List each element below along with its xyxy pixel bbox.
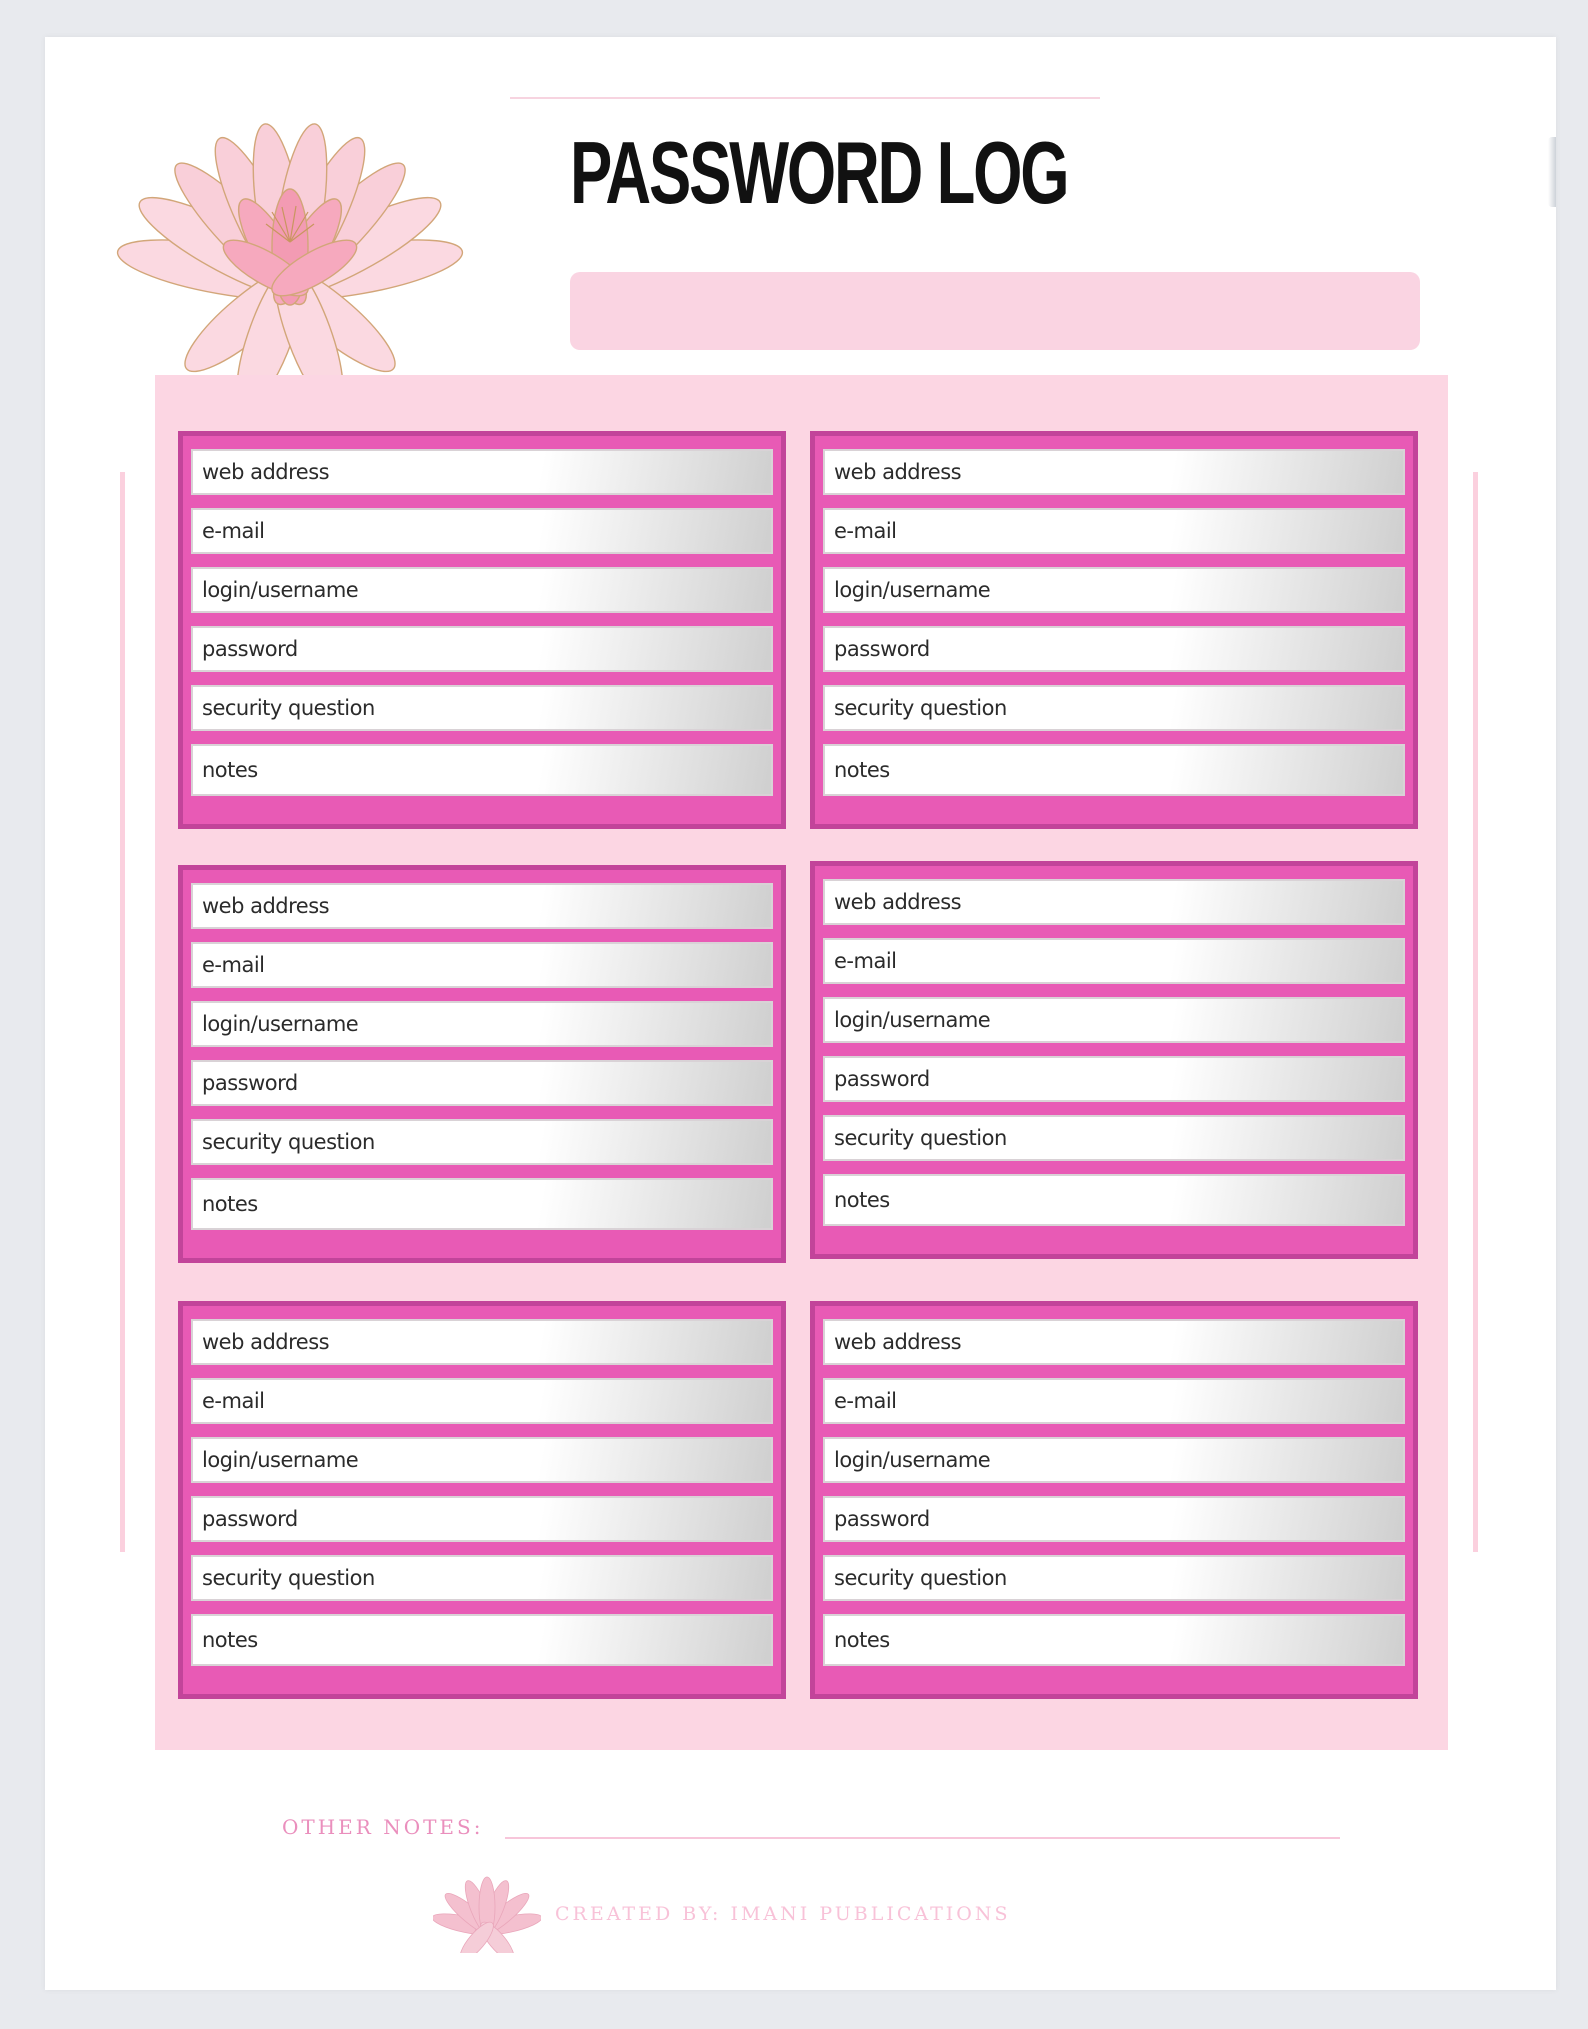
password-entry-card [810, 1301, 1418, 1699]
entry-field-notes[interactable]: notes [823, 1174, 1405, 1226]
footer-credit: CREATED BY: IMANI PUBLICATIONS [555, 1903, 1011, 1925]
entry-field-web-address[interactable]: web address [191, 1319, 773, 1365]
entry-field-notes[interactable]: notes [823, 744, 1405, 796]
entry-field-login-username[interactable]: login/username [823, 567, 1405, 613]
left-decor-line [120, 472, 125, 1552]
entry-field-login-username[interactable]: login/username [823, 997, 1405, 1043]
entry-field-login-username[interactable]: login/username [823, 1437, 1405, 1483]
other-notes-label: OTHER NOTES: [282, 1815, 484, 1839]
entry-field-password[interactable]: password [823, 626, 1405, 672]
entry-field-password[interactable]: password [191, 1060, 773, 1106]
entry-field-e-mail[interactable]: e-mail [191, 1378, 773, 1424]
entry-field-security-question[interactable]: security question [191, 1119, 773, 1165]
entry-field-security-question[interactable]: security question [823, 1555, 1405, 1601]
password-entry-card [178, 865, 786, 1263]
other-notes-line[interactable] [505, 1837, 1340, 1839]
password-entry-card [178, 431, 786, 829]
entry-field-notes[interactable]: notes [191, 1178, 773, 1230]
entry-field-e-mail[interactable]: e-mail [191, 508, 773, 554]
entry-field-web-address[interactable]: web address [191, 883, 773, 929]
entry-field-login-username[interactable]: login/username [191, 1437, 773, 1483]
password-entry-card [810, 431, 1418, 829]
entry-field-web-address[interactable]: web address [823, 1319, 1405, 1365]
scroll-edge [1548, 137, 1556, 207]
entry-field-notes[interactable]: notes [191, 744, 773, 796]
page-title: PASSWORD LOG [570, 123, 1068, 222]
right-decor-line [1473, 472, 1478, 1552]
entry-field-password[interactable]: password [191, 626, 773, 672]
entry-field-login-username[interactable]: login/username [191, 1001, 773, 1047]
entry-field-password[interactable]: password [823, 1056, 1405, 1102]
password-entry-card [178, 1301, 786, 1699]
entry-field-e-mail[interactable]: e-mail [823, 508, 1405, 554]
entry-field-web-address[interactable]: web address [823, 449, 1405, 495]
entry-field-password[interactable]: password [191, 1496, 773, 1542]
entry-field-security-question[interactable]: security question [823, 685, 1405, 731]
entry-field-e-mail[interactable]: e-mail [823, 1378, 1405, 1424]
entry-field-web-address[interactable]: web address [823, 879, 1405, 925]
password-entry-card [810, 861, 1418, 1259]
entry-field-notes[interactable]: notes [191, 1614, 773, 1666]
entry-field-login-username[interactable]: login/username [191, 567, 773, 613]
document-page [45, 37, 1556, 1990]
title-input-bar[interactable] [570, 272, 1420, 350]
entry-field-e-mail[interactable]: e-mail [823, 938, 1405, 984]
header-rule [510, 97, 1100, 99]
lotus-flower-icon [100, 92, 470, 382]
entry-field-password[interactable]: password [823, 1496, 1405, 1542]
small-lotus-icon [433, 1875, 541, 1953]
entry-field-security-question[interactable]: security question [191, 685, 773, 731]
entry-field-e-mail[interactable]: e-mail [191, 942, 773, 988]
entry-field-security-question[interactable]: security question [191, 1555, 773, 1601]
entry-field-notes[interactable]: notes [823, 1614, 1405, 1666]
entry-field-web-address[interactable]: web address [191, 449, 773, 495]
entry-field-security-question[interactable]: security question [823, 1115, 1405, 1161]
